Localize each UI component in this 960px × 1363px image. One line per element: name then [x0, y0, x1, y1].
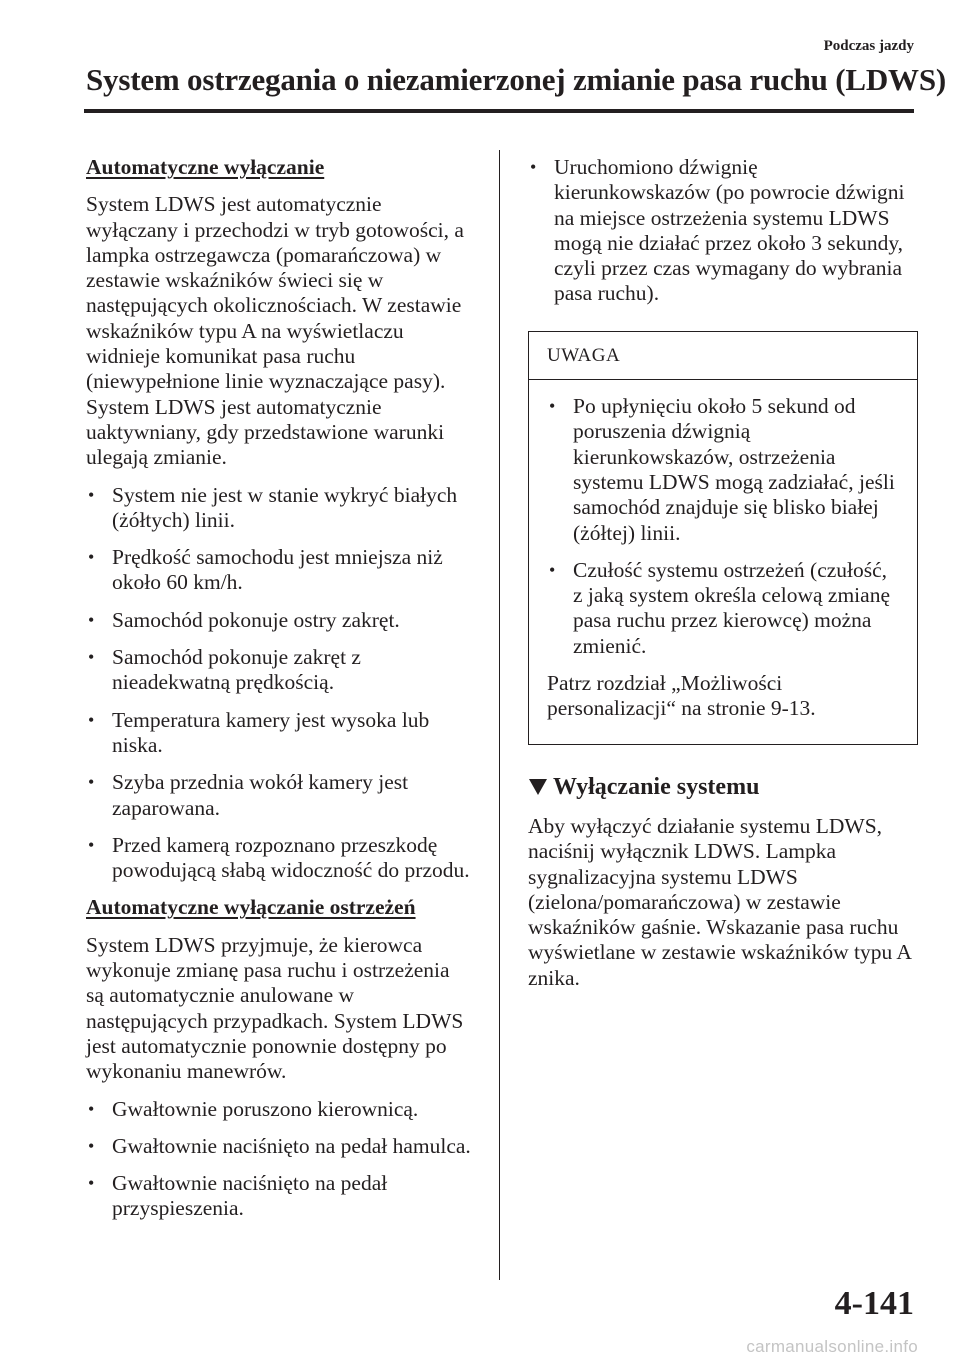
- list-item: • Gwałtownie naciśnięto na pedał przyspieszenia.: [88, 1171, 388, 1221]
- subheading-auto-off: Automatyczne wyłączanie: [86, 155, 325, 179]
- list-item: • Prędkość samochodu jest mniejsza niż około 60 km/h.: [88, 545, 443, 595]
- bullet-icon: •: [88, 1098, 95, 1119]
- page-title: System ostrzegania o niezamierzonej zmianie pasa ruchu (LDWS): [86, 62, 946, 97]
- bullet-icon: •: [88, 834, 95, 855]
- list-item: • System nie jest w stanie wykryć białych (żółtych) linii.: [88, 482, 458, 532]
- bullet-icon: •: [88, 609, 95, 630]
- header-rule: [84, 109, 914, 113]
- left-column: [86, 155, 471, 1234]
- page-number: 4-141: [834, 1285, 914, 1322]
- paragraph-warning-off: System LDWS przyjmuje, że kierowca wykonuje zmianę pasa ruchu i ostrzeżenia są automatycznie anulowane w następujących przypadkach. System LDWS jest automatycznie ponownie dostępny po wykonaniu manewrów.: [86, 932, 464, 1084]
- paragraph-disable: Aby wyłączyć działanie systemu LDWS, naciśnij wyłącznik LDWS. Lampka sygnalizacyjna systemu LDWS (zielona/pomarańczowa) w zestawie wskaźników gaśnie. Wskazanie pasa ruchu wyświetlane w zestawie wskaźników typu A znika.: [528, 813, 911, 990]
- bullet-icon: •: [549, 559, 556, 580]
- paragraph-auto-off: System LDWS jest automatycznie wyłączany i przechodzi w tryb gotowości, a lampka ostrzegawcza (pomarańczowa) w zestawie wskaźników świeci się w następujących okolicznościach. W zestawie wskaźników typu A na wyświetlaczu widnieje komunikat pasa ruchu (niewypełnione linie wyznaczające pasy). System LDWS jest automatycznie uaktywniany, gdy przedstawione warunki ulegają zmianie.: [86, 192, 464, 470]
- bullet-icon: •: [88, 647, 95, 668]
- list-item: • Samochód pokonuje zakręt z nieadekwatną prędkością.: [88, 645, 361, 695]
- watermark: carmanualsonline.info: [746, 1337, 918, 1356]
- bullet-icon: •: [88, 1135, 95, 1156]
- bullet-icon: •: [88, 1173, 95, 1194]
- bullet-icon: •: [530, 157, 537, 177]
- subheading-warning-off: Automatyczne wyłączanie ostrzeżeń: [86, 895, 416, 920]
- bullet-icon: •: [88, 547, 95, 568]
- bullet-icon: •: [88, 772, 95, 793]
- column-divider: [499, 150, 500, 1280]
- list-item: • Temperatura kamery jest wysoka lub niska.: [88, 707, 430, 757]
- bullet-icon: •: [88, 484, 95, 505]
- bullet-icon: •: [549, 396, 556, 417]
- note-box: [528, 331, 918, 745]
- list-item: • Gwałtownie poruszono kierownicą.: [88, 1096, 419, 1121]
- down-triangle-icon: [529, 779, 547, 795]
- list-item: • Po upłynięciu około 5 sekund od poruszenia dźwignią kierunkowskazów, ostrzeżenia systemu LDWS mogą zadziałać, jeśli samochód znajduje się blisko białej (żółtej) linii.: [549, 394, 895, 545]
- turn-signal-list: [528, 155, 918, 307]
- note-heading: UWAGA: [529, 332, 917, 380]
- section-label: Podczas jazdy: [823, 38, 914, 54]
- right-column: [528, 155, 918, 1003]
- note-reference: Patrz rozdział „Możliwości personalizacji“ na stronie 9-13.: [547, 671, 816, 721]
- bullet-icon: •: [88, 709, 95, 730]
- note-body: [529, 380, 917, 744]
- list-item: • Uruchomiono dźwignię kierunkowskazów (po powrocie dźwigni na miejsce ostrzeżenia systemu LDWS mogą nie działać przez około 3 sekundy, czyli przez czas wymagany do wybrania pasa ruchu).: [530, 155, 905, 306]
- maneuver-list: [86, 1097, 471, 1222]
- section-heading: Wyłączanie systemu: [528, 775, 918, 800]
- list-item: • Przed kamerą rozpoznano przeszkodę powodującą słabą widoczność do przodu.: [88, 832, 470, 883]
- list-item: • Samochód pokonuje ostry zakręt.: [88, 607, 400, 632]
- conditions-list: [86, 483, 471, 884]
- list-item: • Gwałtownie naciśnięto na pedał hamulca.: [88, 1133, 471, 1158]
- list-item: • Czułość systemu ostrzeżeń (czułość, z jaką system określa celową zmianę pasa ruchu przez kierowcę) można zmienić.: [549, 557, 890, 658]
- note-list: [547, 394, 899, 659]
- list-item: • Szyba przednia wokół kamery jest zaparowana.: [88, 770, 409, 820]
